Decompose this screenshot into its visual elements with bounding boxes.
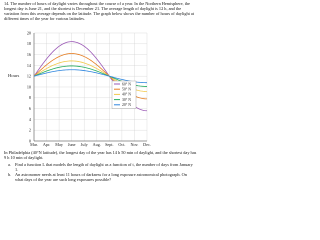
y-tick-label: 8 bbox=[28, 95, 31, 101]
x-tick-label: Nov. bbox=[130, 142, 139, 147]
x-tick-label: Oct. bbox=[118, 142, 126, 147]
x-tick-label: Aug. bbox=[92, 142, 101, 147]
y-tick-label: 4 bbox=[28, 116, 31, 122]
problem-parts bbox=[8, 162, 196, 182]
part-b-label: b. bbox=[8, 172, 12, 178]
y-ticks bbox=[27, 30, 32, 143]
y-tick-label: 6 bbox=[28, 106, 31, 111]
y-tick-label: 18 bbox=[26, 41, 31, 47]
part-b bbox=[8, 172, 196, 182]
y-tick-label: 0 bbox=[28, 138, 31, 144]
y-axis-label: Hours bbox=[8, 73, 20, 78]
part-a-label: a. bbox=[8, 162, 11, 167]
legend-label: 30° N bbox=[122, 97, 132, 102]
legend-label: 50° N bbox=[122, 87, 132, 92]
x-tick-label: Mar. bbox=[30, 142, 38, 147]
x-tick-label: June bbox=[67, 142, 76, 147]
chart-legend bbox=[112, 81, 136, 109]
legend-label: 60° N bbox=[122, 82, 132, 87]
x-ticks bbox=[30, 142, 151, 147]
legend-label: 20° N bbox=[122, 103, 132, 108]
x-tick-label: Sept. bbox=[105, 142, 114, 147]
y-tick-label: 16 bbox=[26, 52, 31, 57]
y-tick-label: 12 bbox=[26, 73, 31, 79]
x-tick-label: July bbox=[80, 142, 88, 147]
x-tick-label: Apr. bbox=[42, 142, 51, 147]
part-a-text: Find a function L that models the length of daylight as a function of t, the number of days from January 1. bbox=[15, 162, 193, 173]
y-tick-label: 14 bbox=[26, 62, 31, 68]
x-tick-label: May bbox=[55, 142, 63, 147]
part-b-text: An astronomer needs at least 11 hours of darkness for a long exposure astronomical photograph. On what days of the year are such long exposures possible? bbox=[15, 172, 187, 183]
y-tick-label: 10 bbox=[26, 84, 31, 90]
y-tick-label: 2 bbox=[28, 127, 31, 133]
part-a bbox=[8, 162, 196, 172]
x-tick-label: Dec. bbox=[143, 142, 151, 147]
problem-number: 14. bbox=[4, 1, 10, 6]
philadelphia-paragraph: In Philadelphia (40°N latitude), the longest day of the year has 14 h 50 min of daylight, and the shortest day has 9 h 10 min of daylight. bbox=[4, 150, 197, 161]
problem-intro-text: The number of hours of daylight varies throughout the course of a year. In the Northern Hemisphere, the longest day is June 21, and the shortest is December 21. The average length of daylight is 12 h, and the variation from this average depends on the latitude. The graph below shows the number of hours of daylight at different times of the year for various latitudes. bbox=[4, 1, 195, 22]
legend-label: 40° N bbox=[122, 92, 132, 97]
y-tick-label: 20 bbox=[26, 30, 31, 36]
